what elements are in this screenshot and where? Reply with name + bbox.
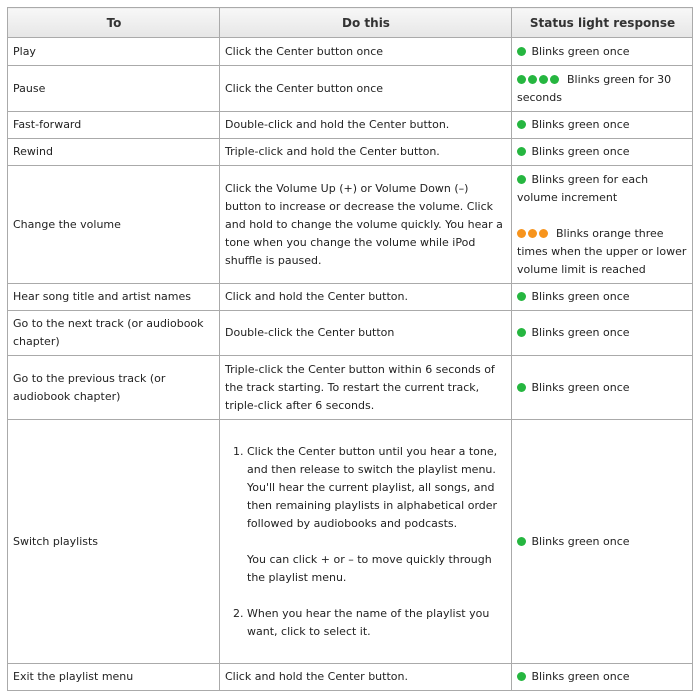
status-text: Blinks green once (531, 44, 630, 58)
table-row (8, 420, 693, 664)
cell-to: Switch playlists (8, 420, 220, 664)
cell-do: Click the Center button once (220, 66, 512, 112)
green-light-icon (517, 328, 526, 337)
header-to: To (8, 8, 220, 38)
cell-do: Click the Center button once (220, 38, 512, 66)
green-light-icon (517, 75, 526, 84)
cell-to: Exit the playlist menu (8, 664, 220, 691)
header-status-light: Status light response (512, 8, 693, 38)
orange-light-icon (528, 229, 537, 238)
status-text: Blinks green once (531, 290, 630, 303)
cell-do: Click the Volume Up (+) or Volume Down (–) button to increase or decrease the volume. Click and hold to change the volume quickly. You hear a tone when you change the volume while iPod shuffle is paused. (220, 166, 512, 284)
cell-to: Pause (8, 66, 220, 112)
step-item (247, 605, 507, 641)
cell-status (512, 112, 693, 139)
status-orange-line (517, 225, 688, 279)
status-text: Blinks green once (531, 380, 630, 394)
table-row (8, 166, 693, 284)
cell-status (512, 38, 693, 66)
cell-do: Click and hold the Center button. (220, 664, 512, 691)
cell-to: Rewind (8, 139, 220, 166)
cell-do: Triple-click the Center button within 6 seconds of the track starting. To restart the current track, triple-click after 6 seconds. (220, 356, 512, 420)
status-text: Blinks orange three times when the upper or lower volume limit is reached (517, 226, 687, 276)
green-light-icon (517, 147, 526, 156)
controls-table (7, 7, 693, 691)
cell-to: Change the volume (8, 166, 220, 284)
green-light-icon (517, 537, 526, 546)
step-item (247, 443, 507, 605)
status-text: Blinks green once (531, 534, 630, 548)
orange-light-icon (539, 229, 548, 238)
cell-do: Double-click and hold the Center button. (220, 112, 512, 139)
cell-do (220, 420, 512, 664)
cell-to: Go to the next track (or audiobook chapter) (8, 311, 220, 356)
green-light-icon (517, 383, 526, 392)
green-light-icon (517, 120, 526, 129)
status-green-line (517, 171, 688, 207)
cell-status (512, 166, 693, 284)
green-light-icon (517, 292, 526, 301)
green-light-icon (517, 672, 526, 681)
cell-do: Click and hold the Center button. (220, 284, 512, 311)
table-row (8, 112, 693, 139)
table-row (8, 356, 693, 420)
green-light-icon (539, 75, 548, 84)
cell-do: Triple-click and hold the Center button. (220, 139, 512, 166)
cell-to: Hear song title and artist names (8, 284, 220, 311)
table-row (8, 139, 693, 166)
table-row (8, 284, 693, 311)
cell-to: Fast-forward (8, 112, 220, 139)
header-do-this: Do this (220, 8, 512, 38)
cell-status (512, 311, 693, 356)
header-row (8, 8, 693, 38)
green-light-icon (550, 75, 559, 84)
status-text: Blinks green once (531, 326, 630, 339)
green-light-icon (517, 47, 526, 56)
cell-to: Go to the previous track (or audiobook chapter) (8, 356, 220, 420)
green-light-icon (517, 175, 526, 184)
cell-status (512, 66, 693, 112)
cell-status (512, 420, 693, 664)
cell-status (512, 664, 693, 691)
step-note: You can click + or – to move quickly through the playlist menu. (247, 552, 492, 584)
step-text: When you hear the name of the playlist you want, click to select it. (247, 606, 490, 638)
status-text: Blinks green once (531, 670, 630, 683)
orange-light-icon (517, 229, 526, 238)
table-row (8, 66, 693, 112)
playlist-steps (225, 443, 507, 641)
status-text: Blinks green for 30 seconds (517, 72, 672, 104)
status-text: Blinks green once (531, 118, 630, 131)
status-text: Blinks green once (531, 145, 630, 158)
cell-status (512, 284, 693, 311)
table-row (8, 311, 693, 356)
cell-status (512, 356, 693, 420)
green-light-icon (528, 75, 537, 84)
status-text: Blinks green for each volume increment (517, 172, 649, 204)
table-row (8, 664, 693, 691)
cell-status (512, 139, 693, 166)
cell-to: Play (8, 38, 220, 66)
cell-do: Double-click the Center button (220, 311, 512, 356)
table-row (8, 38, 693, 66)
step-text: Click the Center button until you hear a tone, and then release to switch the playlist menu. You'll hear the current playlist, all songs, and then remaining playlists in alphabetical order followed by audiobooks and podcasts. (247, 444, 498, 530)
